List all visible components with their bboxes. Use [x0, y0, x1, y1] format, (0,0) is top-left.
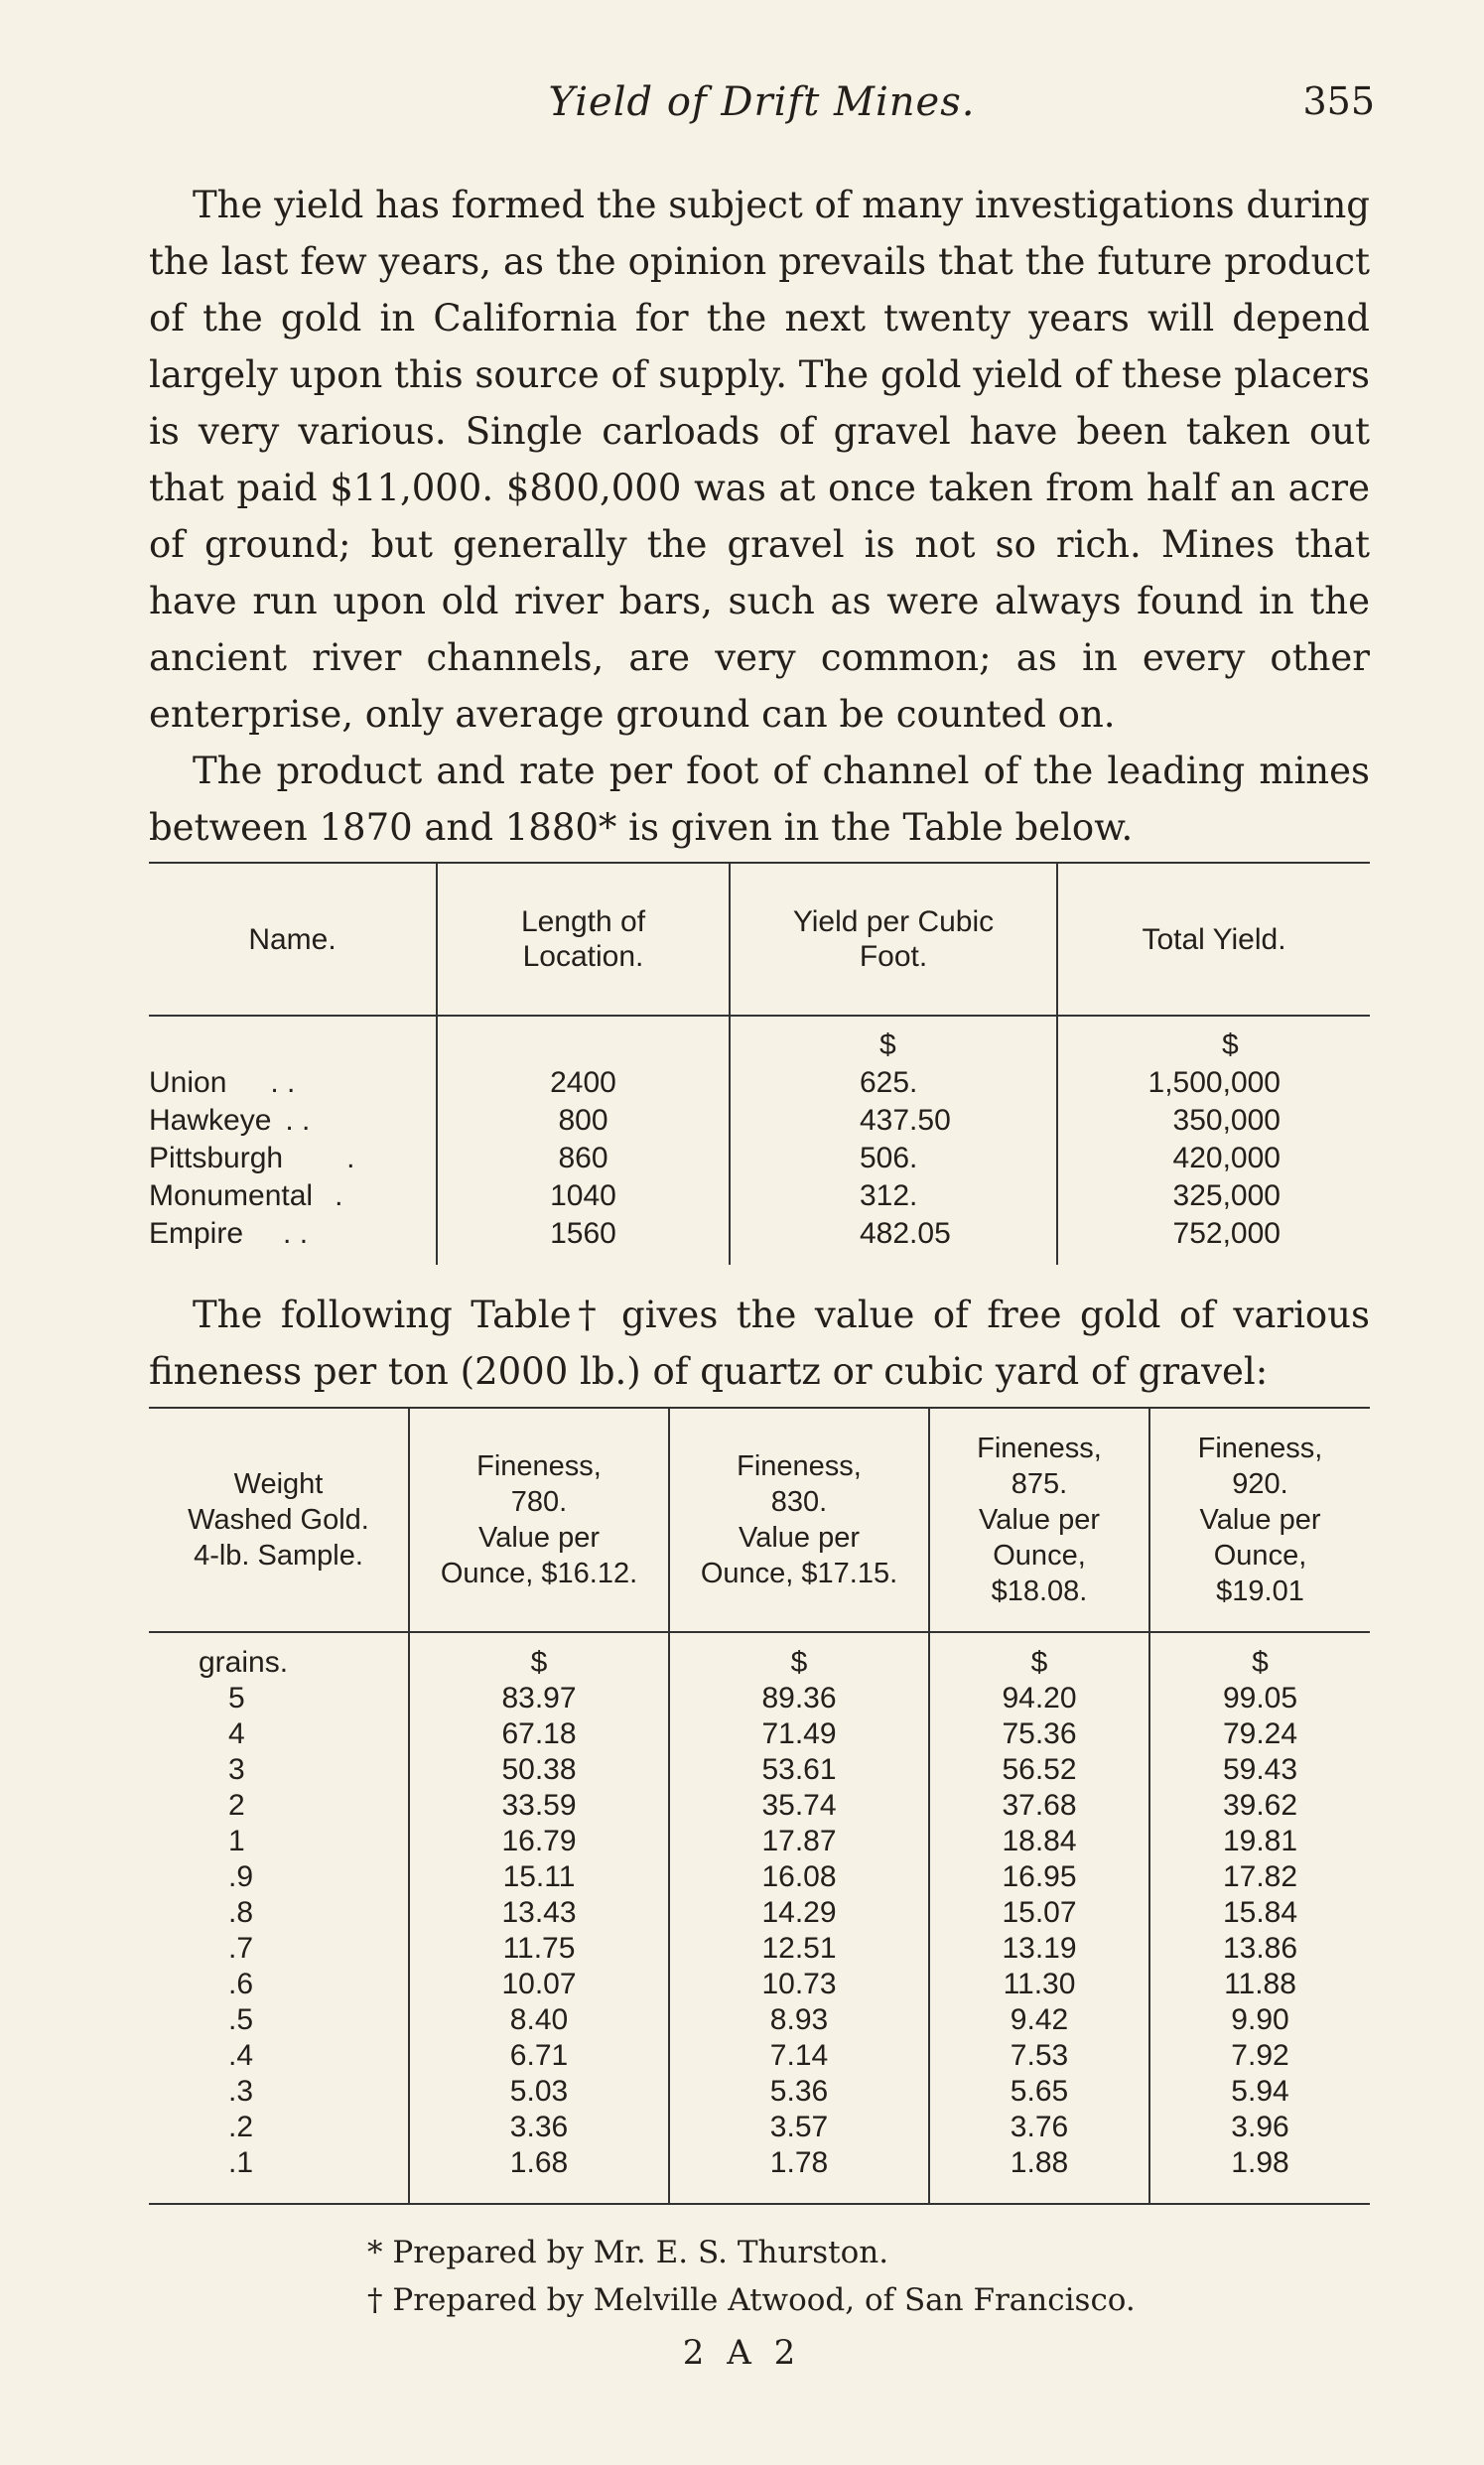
value-cell: 59.43 [1222, 1753, 1298, 1786]
weight-value: .3 [228, 2075, 254, 2108]
value-cell: 3.96 [1231, 2111, 1289, 2143]
mine-name-pittsburgh: Pittsburgh . [149, 1142, 355, 1174]
value-cell: 10.73 [761, 1968, 837, 2000]
yield-column [730, 1016, 1057, 1265]
fineness-table-body-row [149, 1632, 1370, 2203]
yield-union: 625. [860, 1066, 918, 1099]
running-head-title: Yield of Drift Mines. [548, 79, 976, 125]
footnote-atwood: † Prepared by Melville Atwood, of San Francisco. [367, 2282, 1136, 2318]
header-total-yield: Total Yield. [1057, 864, 1370, 1016]
currency-symbol: $ [1252, 1646, 1269, 1679]
header-length [437, 864, 730, 1016]
footnote-thurston: * Prepared by Mr. E. S. Thurston. [367, 2235, 889, 2270]
header-fineness-780: Fineness, 780. Value per Ounce, $16.12. [409, 1409, 669, 1632]
value-cell: 5.03 [509, 2075, 569, 2108]
value-cell: 3.57 [769, 2111, 829, 2143]
header-yield-per-cubic-foot [730, 864, 1057, 1016]
value-cell: 15.11 [502, 1860, 576, 1893]
header-fineness-830: Fineness, 830. Value per Ounce, $17.15. [669, 1409, 929, 1632]
total-hawkeye: 350,000 [1172, 1104, 1281, 1137]
length-column [437, 1016, 730, 1265]
weight-value: 1 [228, 1825, 245, 1857]
yield-unit: $ [879, 1028, 896, 1061]
yield-monumental: 312. [860, 1179, 918, 1212]
header-name: Name. [149, 864, 437, 1016]
value-cell: 5.36 [769, 2075, 829, 2108]
value-cell: 7.92 [1231, 2039, 1289, 2072]
table-intro-text [149, 1287, 1370, 1400]
signature-mark: 2 A 2 [682, 2333, 802, 2373]
value-cell: 15.07 [1002, 1896, 1077, 1929]
fineness-920-column [1149, 1632, 1370, 2203]
mines-table-body-row [149, 1016, 1370, 1265]
yield-pittsburgh: 506. [860, 1142, 918, 1174]
header-yield-text: Yield per Cubic Foot. [792, 905, 995, 973]
page-number: 355 [1302, 79, 1375, 123]
currency-symbol: $ [530, 1646, 548, 1679]
value-cell: 11.75 [502, 1932, 576, 1965]
total-yield-column [1057, 1016, 1370, 1265]
total-unit: $ [1222, 1028, 1239, 1061]
value-cell: 99.05 [1222, 1682, 1298, 1714]
weight-value: .9 [228, 1860, 254, 1893]
value-cell: 6.71 [509, 2039, 569, 2072]
value-cell: 15.84 [1222, 1896, 1298, 1929]
value-cell: 1.98 [1231, 2146, 1289, 2179]
value-cell: 11.30 [1003, 1968, 1076, 2000]
header-fineness-875: Fineness, 875. Value per Ounce, $18.08. [929, 1409, 1149, 1632]
length-hawkeye: 800 [558, 1104, 608, 1137]
value-cell: 39.62 [1222, 1789, 1298, 1822]
value-cell: 16.08 [761, 1860, 837, 1893]
fineness-table-header-row [149, 1409, 1370, 1632]
mine-name-monumental: Monumental . [149, 1179, 343, 1212]
value-cell: 35.74 [761, 1789, 837, 1822]
value-cell: 56.52 [1002, 1753, 1077, 1786]
value-cell: 14.29 [761, 1896, 837, 1929]
header-weight: Weight Washed Gold. 4-lb. Sample. [149, 1409, 409, 1632]
value-cell: 9.90 [1231, 2003, 1289, 2036]
fineness-table-container [149, 1407, 1370, 2205]
value-cell: 33.59 [501, 1789, 577, 1822]
value-cell: 1.88 [1010, 2146, 1069, 2179]
paragraph-table-reference: The product and rate per foot of channel of the leading mines between 1870 and 1880* is given in the Table below. [149, 750, 1370, 849]
length-union: 2400 [550, 1066, 616, 1099]
value-cell: 10.07 [501, 1968, 577, 2000]
mine-name-empire: Empire . . [149, 1217, 309, 1250]
header-length-text: Length of Location. [520, 905, 646, 973]
value-cell: 5.94 [1231, 2075, 1289, 2108]
value-cell: 8.93 [769, 2003, 829, 2036]
yield-hawkeye: 437.50 [860, 1104, 951, 1137]
value-cell: 1.68 [509, 2146, 569, 2179]
value-cell: 8.40 [509, 2003, 569, 2036]
value-cell: 16.95 [1002, 1860, 1077, 1893]
value-cell: 94.20 [1002, 1682, 1077, 1714]
mines-table-container [149, 862, 1370, 1265]
footnotes [149, 2229, 1370, 2324]
fineness-875-column [929, 1632, 1149, 2203]
mines-table [149, 864, 1370, 1265]
weight-value: .8 [228, 1896, 254, 1929]
mine-name-hawkeye: Hawkeye . . [149, 1104, 311, 1137]
value-cell: 37.68 [1002, 1789, 1077, 1822]
value-cell: 13.43 [501, 1896, 577, 1929]
value-cell: 50.38 [501, 1753, 577, 1786]
total-monumental: 325,000 [1172, 1179, 1281, 1212]
value-cell: 16.79 [501, 1825, 577, 1857]
value-cell: 79.24 [1222, 1717, 1298, 1750]
total-pittsburgh: 420,000 [1172, 1142, 1281, 1174]
value-cell: 7.53 [1010, 2039, 1069, 2072]
paragraph-fineness-intro: The following Table† gives the value of free gold of various fineness per ton (2000 lb.) of quartz or cubic yard of gravel: [149, 1294, 1370, 1393]
mine-name-union: Union . . [149, 1066, 296, 1099]
value-cell: 13.86 [1222, 1932, 1298, 1965]
total-union: 1,500,000 [1147, 1066, 1281, 1099]
paragraph-yield-investigations: The yield has formed the subject of many investigations during the last few years, as the opinion prevails that the future product of the gold in California for the next twenty years will depend largely upon this source of supply. The gold yield of these placers is very various. Single carloads of gravel have been taken out that paid $11,000. $800,000 was at once taken from half an acre of ground; but generally the gravel is not so rich. Mines that have run upon old river bars, such as were always found in the ancient river channels, are very common; as in every other enterprise, only average ground can be counted on. [149, 184, 1370, 736]
weight-value: 4 [228, 1717, 245, 1750]
weight-value: .5 [228, 2003, 254, 2036]
weight-value: .7 [228, 1932, 254, 1965]
mine-name-column [149, 1016, 437, 1265]
value-cell: 18.84 [1002, 1825, 1077, 1857]
length-empire: 1560 [550, 1217, 616, 1250]
value-cell: 83.97 [501, 1682, 577, 1714]
fineness-table [149, 1409, 1370, 2203]
weight-value: .4 [228, 2039, 254, 2072]
weight-column [149, 1632, 409, 2203]
value-cell: 7.14 [769, 2039, 829, 2072]
value-cell: 1.78 [769, 2146, 829, 2179]
value-cell: 13.19 [1002, 1932, 1077, 1965]
weight-unit-label: grains. [199, 1646, 289, 1679]
weight-value: 2 [228, 1789, 245, 1822]
value-cell: 17.87 [761, 1825, 837, 1857]
running-head [149, 79, 1375, 139]
intro-text [149, 177, 1370, 856]
value-cell: 89.36 [761, 1682, 837, 1714]
weight-value: .2 [228, 2111, 254, 2143]
value-cell: 75.36 [1002, 1717, 1077, 1750]
value-cell: 19.81 [1222, 1825, 1298, 1857]
currency-symbol: $ [1030, 1646, 1048, 1679]
value-cell: 5.65 [1010, 2075, 1069, 2108]
header-fineness-920: Fineness, 920. Value per Ounce, $19.01 [1149, 1409, 1370, 1632]
value-cell: 3.76 [1010, 2111, 1069, 2143]
value-cell: 71.49 [761, 1717, 837, 1750]
length-pittsburgh: 860 [558, 1142, 608, 1174]
value-cell: 3.36 [509, 2111, 569, 2143]
value-cell: 17.82 [1222, 1860, 1298, 1893]
fineness-780-column [409, 1632, 669, 2203]
mines-table-header-row [149, 864, 1370, 1016]
weight-value: 3 [228, 1753, 245, 1786]
weight-value: 5 [228, 1682, 245, 1714]
total-empire: 752,000 [1172, 1217, 1281, 1250]
yield-empire: 482.05 [860, 1217, 951, 1250]
fineness-830-column [669, 1632, 929, 2203]
weight-value: .6 [228, 1968, 254, 2000]
value-cell: 12.51 [761, 1932, 837, 1965]
weight-value: .1 [228, 2146, 254, 2179]
value-cell: 53.61 [761, 1753, 837, 1786]
value-cell: 11.88 [1224, 1968, 1296, 2000]
value-cell: 67.18 [501, 1717, 577, 1750]
length-monumental: 1040 [550, 1179, 616, 1212]
value-cell: 9.42 [1010, 2003, 1069, 2036]
currency-symbol: $ [790, 1646, 808, 1679]
